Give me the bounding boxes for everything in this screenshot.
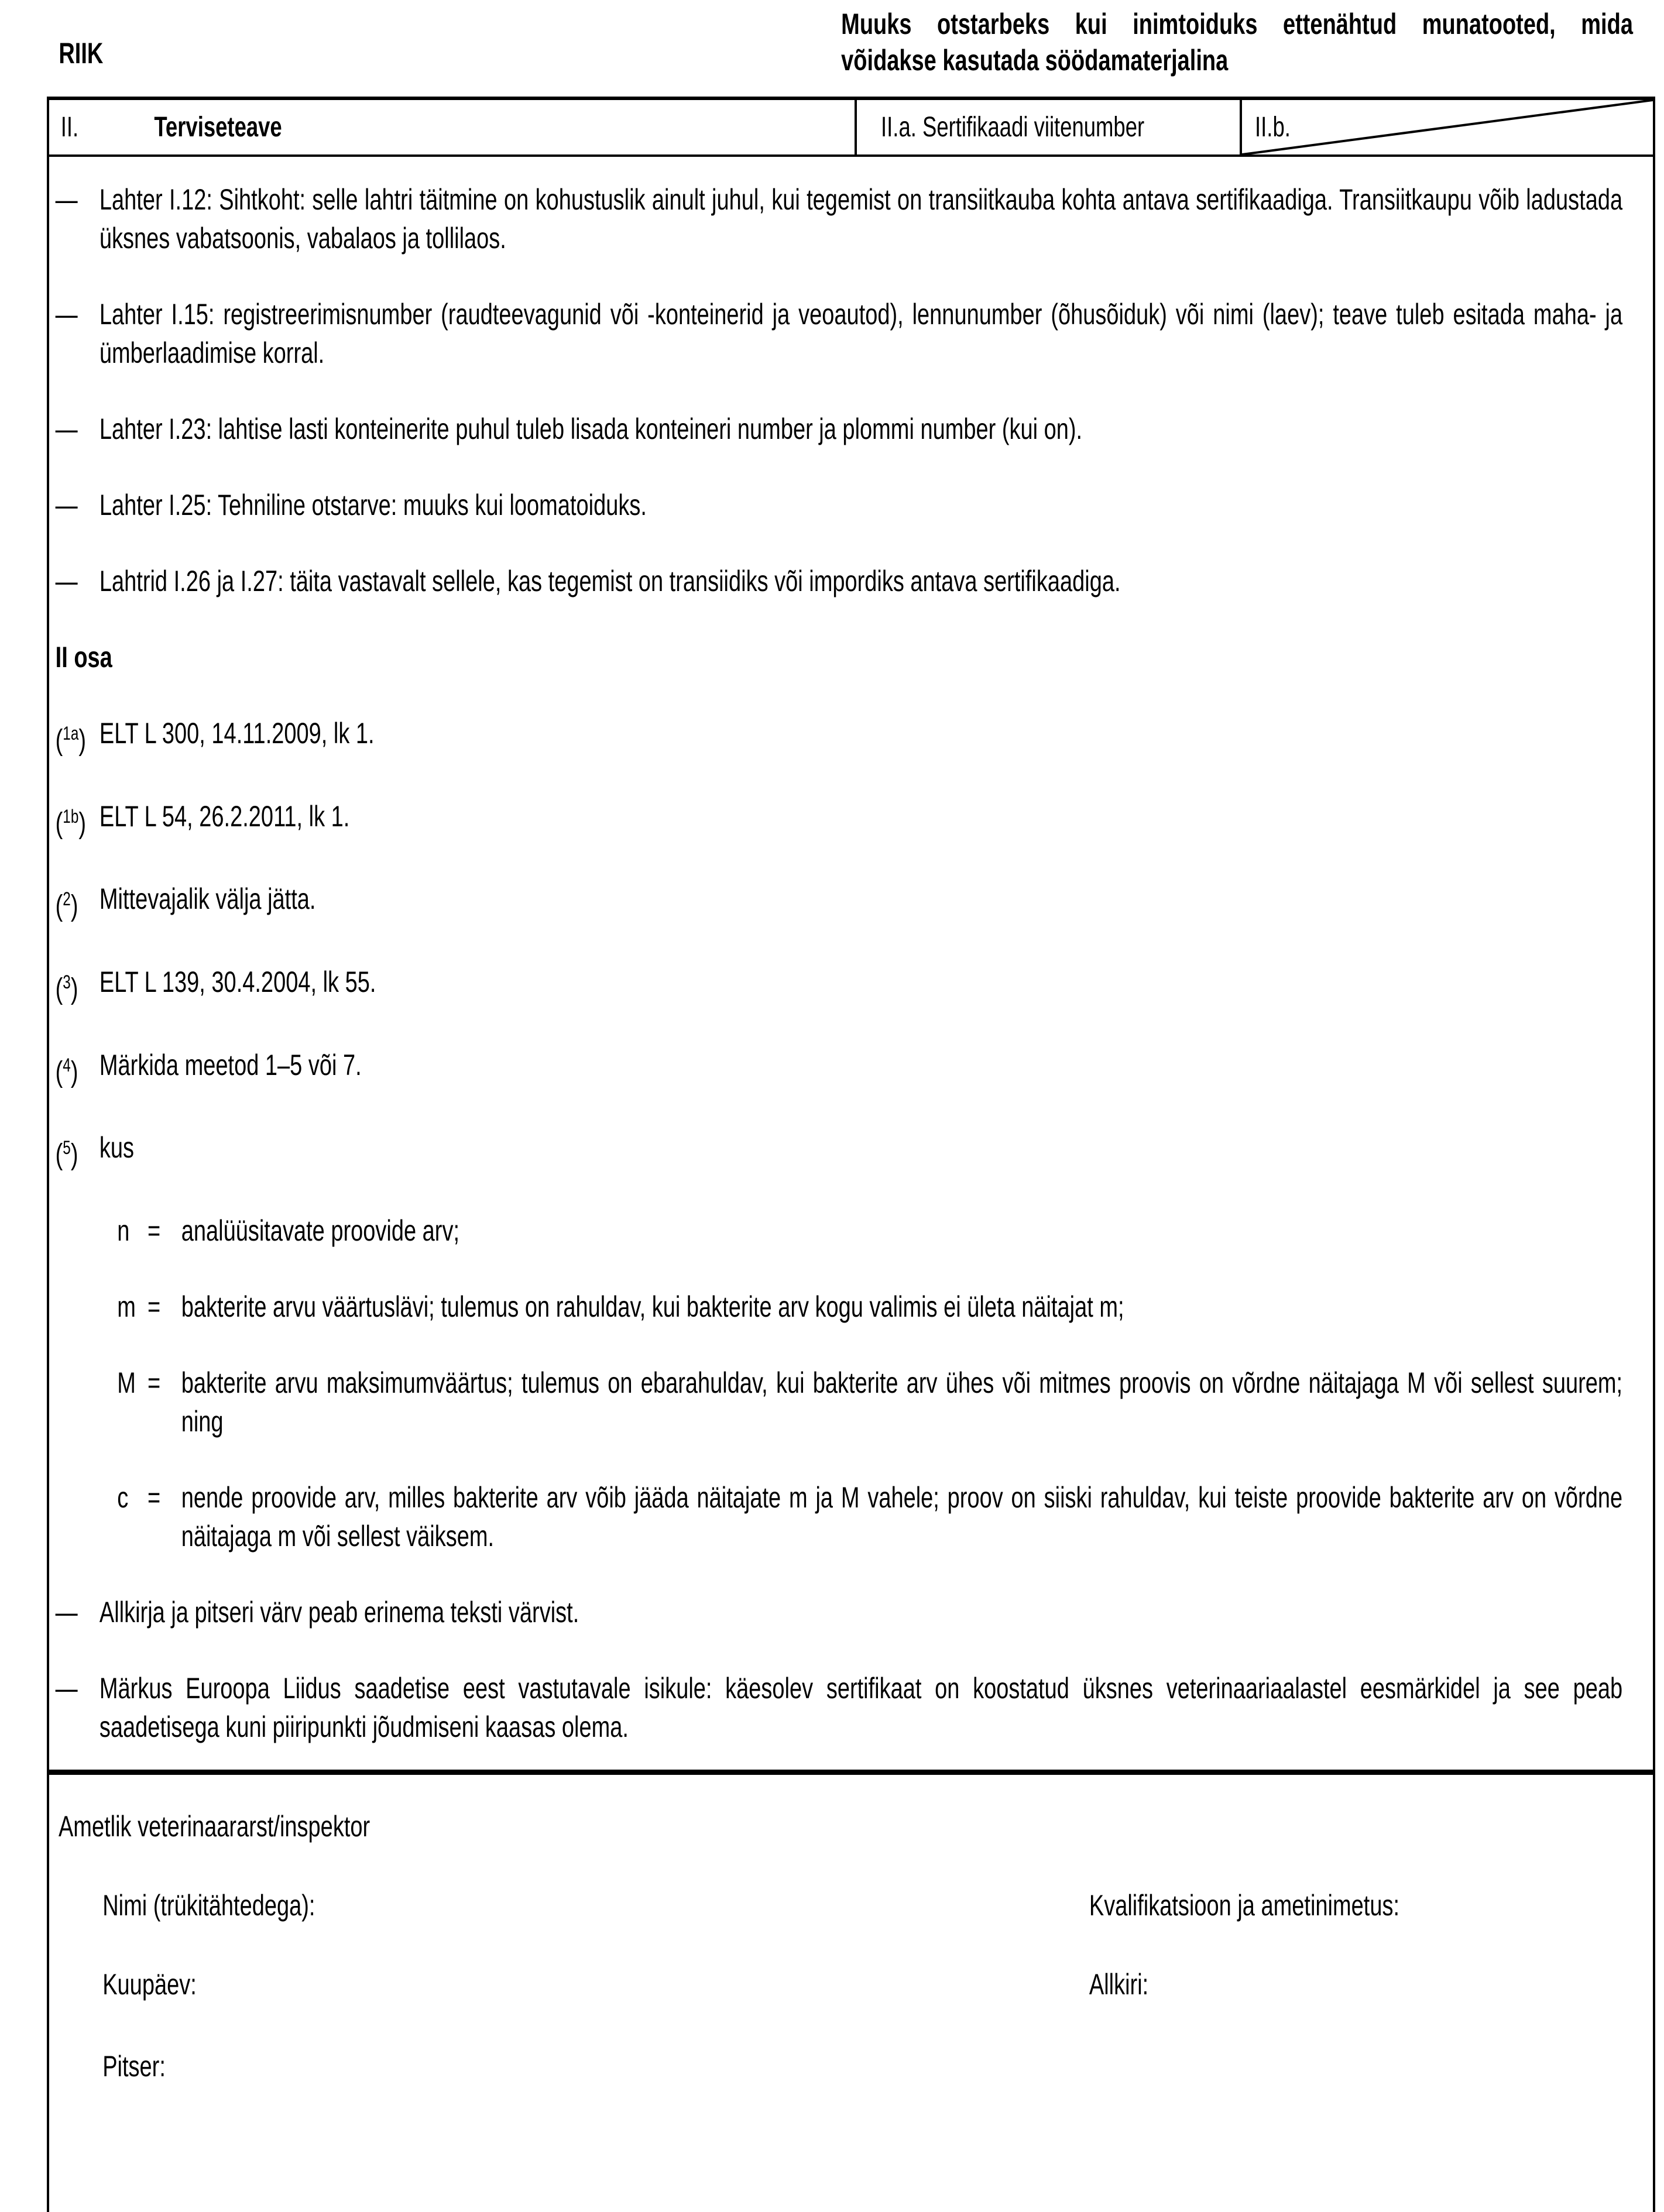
stamp-value-area [1089, 2047, 1653, 2086]
document-title [841, 6, 1633, 78]
footnote-5 [49, 1128, 1653, 1174]
stamp-label: Pitser: [102, 2049, 166, 2083]
footnote-text: ELT L 300, 14.11.2009, lk 1. [99, 717, 375, 750]
footnote-text: Märkida meetod 1–5 või 7. [99, 1048, 362, 1081]
dash-bullet-marker: — [55, 183, 78, 216]
footnote-text: kus [99, 1131, 135, 1165]
definition-M [49, 1363, 1653, 1441]
equals-sign: = [147, 1366, 161, 1399]
definition-c [49, 1478, 1653, 1555]
header-cell-iib [1240, 100, 1653, 154]
note-bullet-i26-i27 [49, 562, 1653, 600]
note-bullet-i25 [49, 486, 1653, 524]
signature-label: Allkiri: [1089, 1967, 1149, 2001]
header-cell-health-info [49, 100, 855, 154]
definition-text: nende proovide arv, milles bakterite arv võib jääda näitajate m ja M vahele; proov on siiski rahuldav, kui teiste proovide bakterite arv on võrdne näitajaga m või sellest väiksem. [181, 1481, 1623, 1552]
note-bullet-text: Lahter I.23: lahtise lasti konteinerite puhul tuleb lisada konteineri number ja plommi number (kui on). [99, 413, 1083, 445]
signature-row-name-qualification [49, 1886, 1653, 1925]
iib-label: II.b. [1255, 112, 1291, 143]
dash-bullet-marker: — [55, 1671, 78, 1705]
section-title: Terviseteave [154, 112, 282, 143]
note-bullet-text: Märkus Euroopa Liidus saadetise eest vastutavale isikule: käesolev sertifikaat on koostatud üksnes veterinaariaalastel eesmärkidel ja see peab saadetisega kuni piiripunkti jõudmiseni kaasas olema. [99, 1671, 1623, 1743]
definition-text: analüüsitavate proovide arv; [181, 1214, 460, 1247]
qualification-label: Kvalifikatsioon ja ametinimetus: [1089, 1888, 1400, 1922]
signature-row-date-signature [49, 1965, 1653, 2004]
note-bullet-text: Lahtrid I.26 ja I.27: täita vastavalt sellele, kas tegemist on transiidiks või impordiks antava sertifikaadiga. [99, 565, 1121, 597]
section-number: II. [60, 112, 79, 143]
definition-symbol: c [117, 1481, 129, 1514]
document-title-line1: Muuks otstarbeks kui inimtoiduks ettenähtud munatooted, mida [841, 8, 1633, 40]
official-veterinarian-section [49, 1775, 1653, 2212]
note-bullet-i15 [49, 295, 1653, 372]
footnote-1b [49, 797, 1653, 843]
table-header-row [49, 100, 1653, 157]
definition-text: bakterite arvu maksimumväärtus; tulemus on ebarahuldav, kui bakterite arv ühes või mitmes proovis on võrdne näitajaga M või sellest suurem; ning [181, 1366, 1623, 1438]
note-bullet-text: Lahter I.12: Sihtkoht: selle lahtri täitmine on kohustuslik ainult juhul, kui tegemist on transiitkauba kohta antava sertifikaadiga. Transiitkaupu võib ladustada üksnes vabatsoonis, vabalaos ja tollilaos. [99, 183, 1623, 255]
note-bullet-i23 [49, 410, 1653, 448]
certificate-table [47, 97, 1655, 2212]
signature-row-stamp [49, 2047, 1653, 2086]
footnote-marker: ($^2$) [55, 888, 78, 922]
header-cell-certificate-reference [855, 100, 1240, 154]
dash-bullet-marker: — [55, 413, 78, 445]
footnote-marker: ($^{1b}$) [55, 805, 87, 840]
note-bullet-signature-colour [49, 1593, 1653, 1631]
footnote-marker: ($^3$) [55, 971, 78, 1005]
footnote-text: ELT L 139, 30.4.2004, lk 55. [99, 965, 376, 998]
definition-n [49, 1211, 1653, 1250]
footnote-1a [49, 714, 1653, 760]
footnote-marker: ($^5$) [55, 1137, 78, 1171]
note-bullet-text: Allkirja ja pitseri värv peab erinema teksti värvist. [99, 1595, 579, 1629]
footnote-text: Mittevajalik välja jätta. [99, 882, 316, 916]
note-bullet-text: Lahter I.25: Tehniline otstarve: muuks kui loomatoiduks. [99, 489, 647, 521]
footnote-3 [49, 963, 1653, 1008]
definition-text: bakterite arvu väärtuslävi; tulemus on rahuldav, kui bakterite arv kogu valimis ei ületa näitajat m; [181, 1290, 1124, 1323]
dash-bullet-marker: — [55, 298, 78, 331]
equals-sign: = [147, 1214, 161, 1247]
definition-symbol: m [117, 1290, 136, 1323]
dash-bullet-marker: — [55, 489, 78, 521]
footnote-2 [49, 880, 1653, 925]
definition-symbol: M [117, 1366, 136, 1399]
certificate-reference-label: II.a. Sertifikaadi viitenumber [881, 112, 1145, 143]
footnote-marker: ($^4$) [55, 1054, 78, 1088]
note-bullet-text: Lahter I.15: registreerimisnumber (raudteevagunid või -konteinerid ja veoautod), lennunumber (õhusõiduk) või nimi (laev); teave tuleb esitada maha- ja ümberlaadimise korral. [99, 298, 1623, 369]
part2-heading: II osa [55, 641, 112, 674]
name-label: Nimi (trükitähtedega): [102, 1888, 315, 1922]
notes-section [49, 157, 1653, 1775]
note-bullet-i12 [49, 180, 1653, 257]
document-title-line2: võidakse kasutada söödamaterjalina [841, 44, 1229, 77]
definition-m [49, 1287, 1653, 1326]
date-label: Kuupäev: [102, 1967, 197, 2001]
dash-bullet-marker: — [55, 1595, 78, 1629]
equals-sign: = [147, 1481, 161, 1514]
definition-symbol: n [117, 1214, 130, 1247]
page-head [0, 0, 1664, 97]
footnote-marker: ($^{1a}$) [55, 723, 87, 757]
equals-sign: = [147, 1290, 161, 1323]
footnote-text: ELT L 54, 26.2.2011, lk 1. [99, 799, 350, 833]
dash-bullet-marker: — [55, 565, 78, 597]
footnote-4 [49, 1046, 1653, 1091]
country-label: RIIK [59, 37, 104, 70]
note-bullet-eu-remark [49, 1669, 1653, 1746]
official-veterinarian-heading: Ametlik veterinaararst/inspektor [58, 1809, 370, 1843]
